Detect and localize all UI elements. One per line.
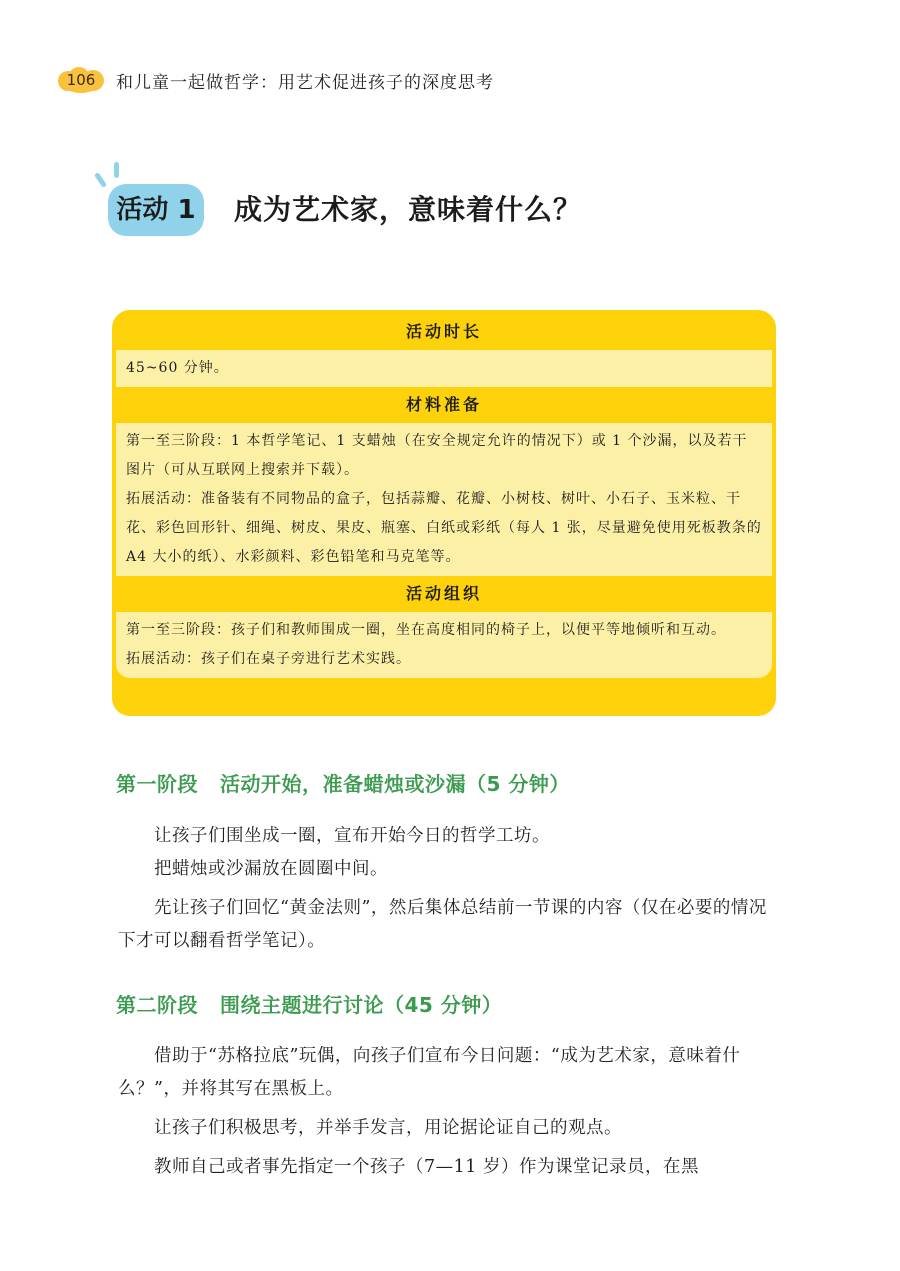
activity-label: 活动 1: [108, 184, 204, 236]
duration-body: [116, 350, 772, 387]
organization-body: [116, 612, 772, 678]
stage2-label: 第二阶段: [116, 993, 198, 1017]
stage2-heading: [116, 989, 502, 1018]
page-number-badge: [56, 65, 106, 95]
materials-text: 拓展活动：准备装有不同物品的盒子，包括蒜瓣、花瓣、小树枝、树叶、小石子、玉米粒、干花、彩色回形针、细绳、树皮、果皮、瓶塞、白纸或彩纸（每人 1 张，尽量避免使用死板教条的 A4 大小的纸）、水彩颜料、彩色铅笔和马克笔等。: [126, 491, 762, 565]
stage1-paragraph: 先让孩子们回忆“黄金法则”，然后集体总结前一节课的内容（仅在必要的情况下才可以翻看哲学笔记）。: [118, 898, 767, 951]
stage2-title: 围绕主题进行讨论（45 分钟）: [220, 993, 503, 1017]
activity-heading: [94, 160, 794, 250]
materials-body: [116, 423, 772, 576]
decor-tick-icon: [94, 172, 107, 188]
duration-text: 45~60 分钟。: [126, 360, 229, 376]
book-title: 和儿童一起做哲学：用艺术促进孩子的深度思考: [116, 72, 494, 93]
stage1-paragraph: 把蜡烛或沙漏放在圆圈中间。: [154, 859, 388, 879]
duration-header: 活动时长: [405, 322, 482, 341]
stage1-paragraph: 让孩子们围坐成一圈，宣布开始今日的哲学工坊。: [154, 826, 550, 846]
materials-text: 第一至三阶段：1 本哲学笔记、1 支蜡烛（在安全规定允许的情况下）或 1 个沙漏，以及若干图片（可从互联网上搜索并下载）。: [126, 433, 748, 478]
running-header: [56, 64, 494, 96]
stage1-title: 活动开始，准备蜡烛或沙漏（5 分钟）: [220, 772, 570, 796]
organization-header: 活动组织: [405, 584, 482, 603]
page-number: 106: [66, 71, 96, 89]
stage2-paragraph: 让孩子们积极思考，并举手发言，用论据论证自己的观点。: [154, 1118, 622, 1138]
activity-title: 成为艺术家，意味着什么？: [234, 193, 583, 226]
stage2-paragraph: 教师自己或者事先指定一个孩子（7—11 岁）作为课堂记录员，在黑: [154, 1157, 699, 1177]
stage2-paragraph: 借助于“苏格拉底”玩偶，向孩子们宣布今日问题：“成为艺术家，意味着什么？”，并将其写在黑板上。: [118, 1046, 741, 1099]
organization-text: 第一至三阶段：孩子们和教师围成一圈，坐在高度相同的椅子上，以便平等地倾听和互动。: [126, 622, 726, 638]
stage1-label: 第一阶段: [116, 772, 198, 796]
decor-tick-icon: [114, 162, 119, 178]
organization-text: 拓展活动：孩子们在桌子旁进行艺术实践。: [126, 651, 411, 667]
stage1-heading: [116, 768, 570, 797]
materials-header: 材料准备: [405, 395, 482, 414]
activity-info-box: [112, 310, 776, 716]
